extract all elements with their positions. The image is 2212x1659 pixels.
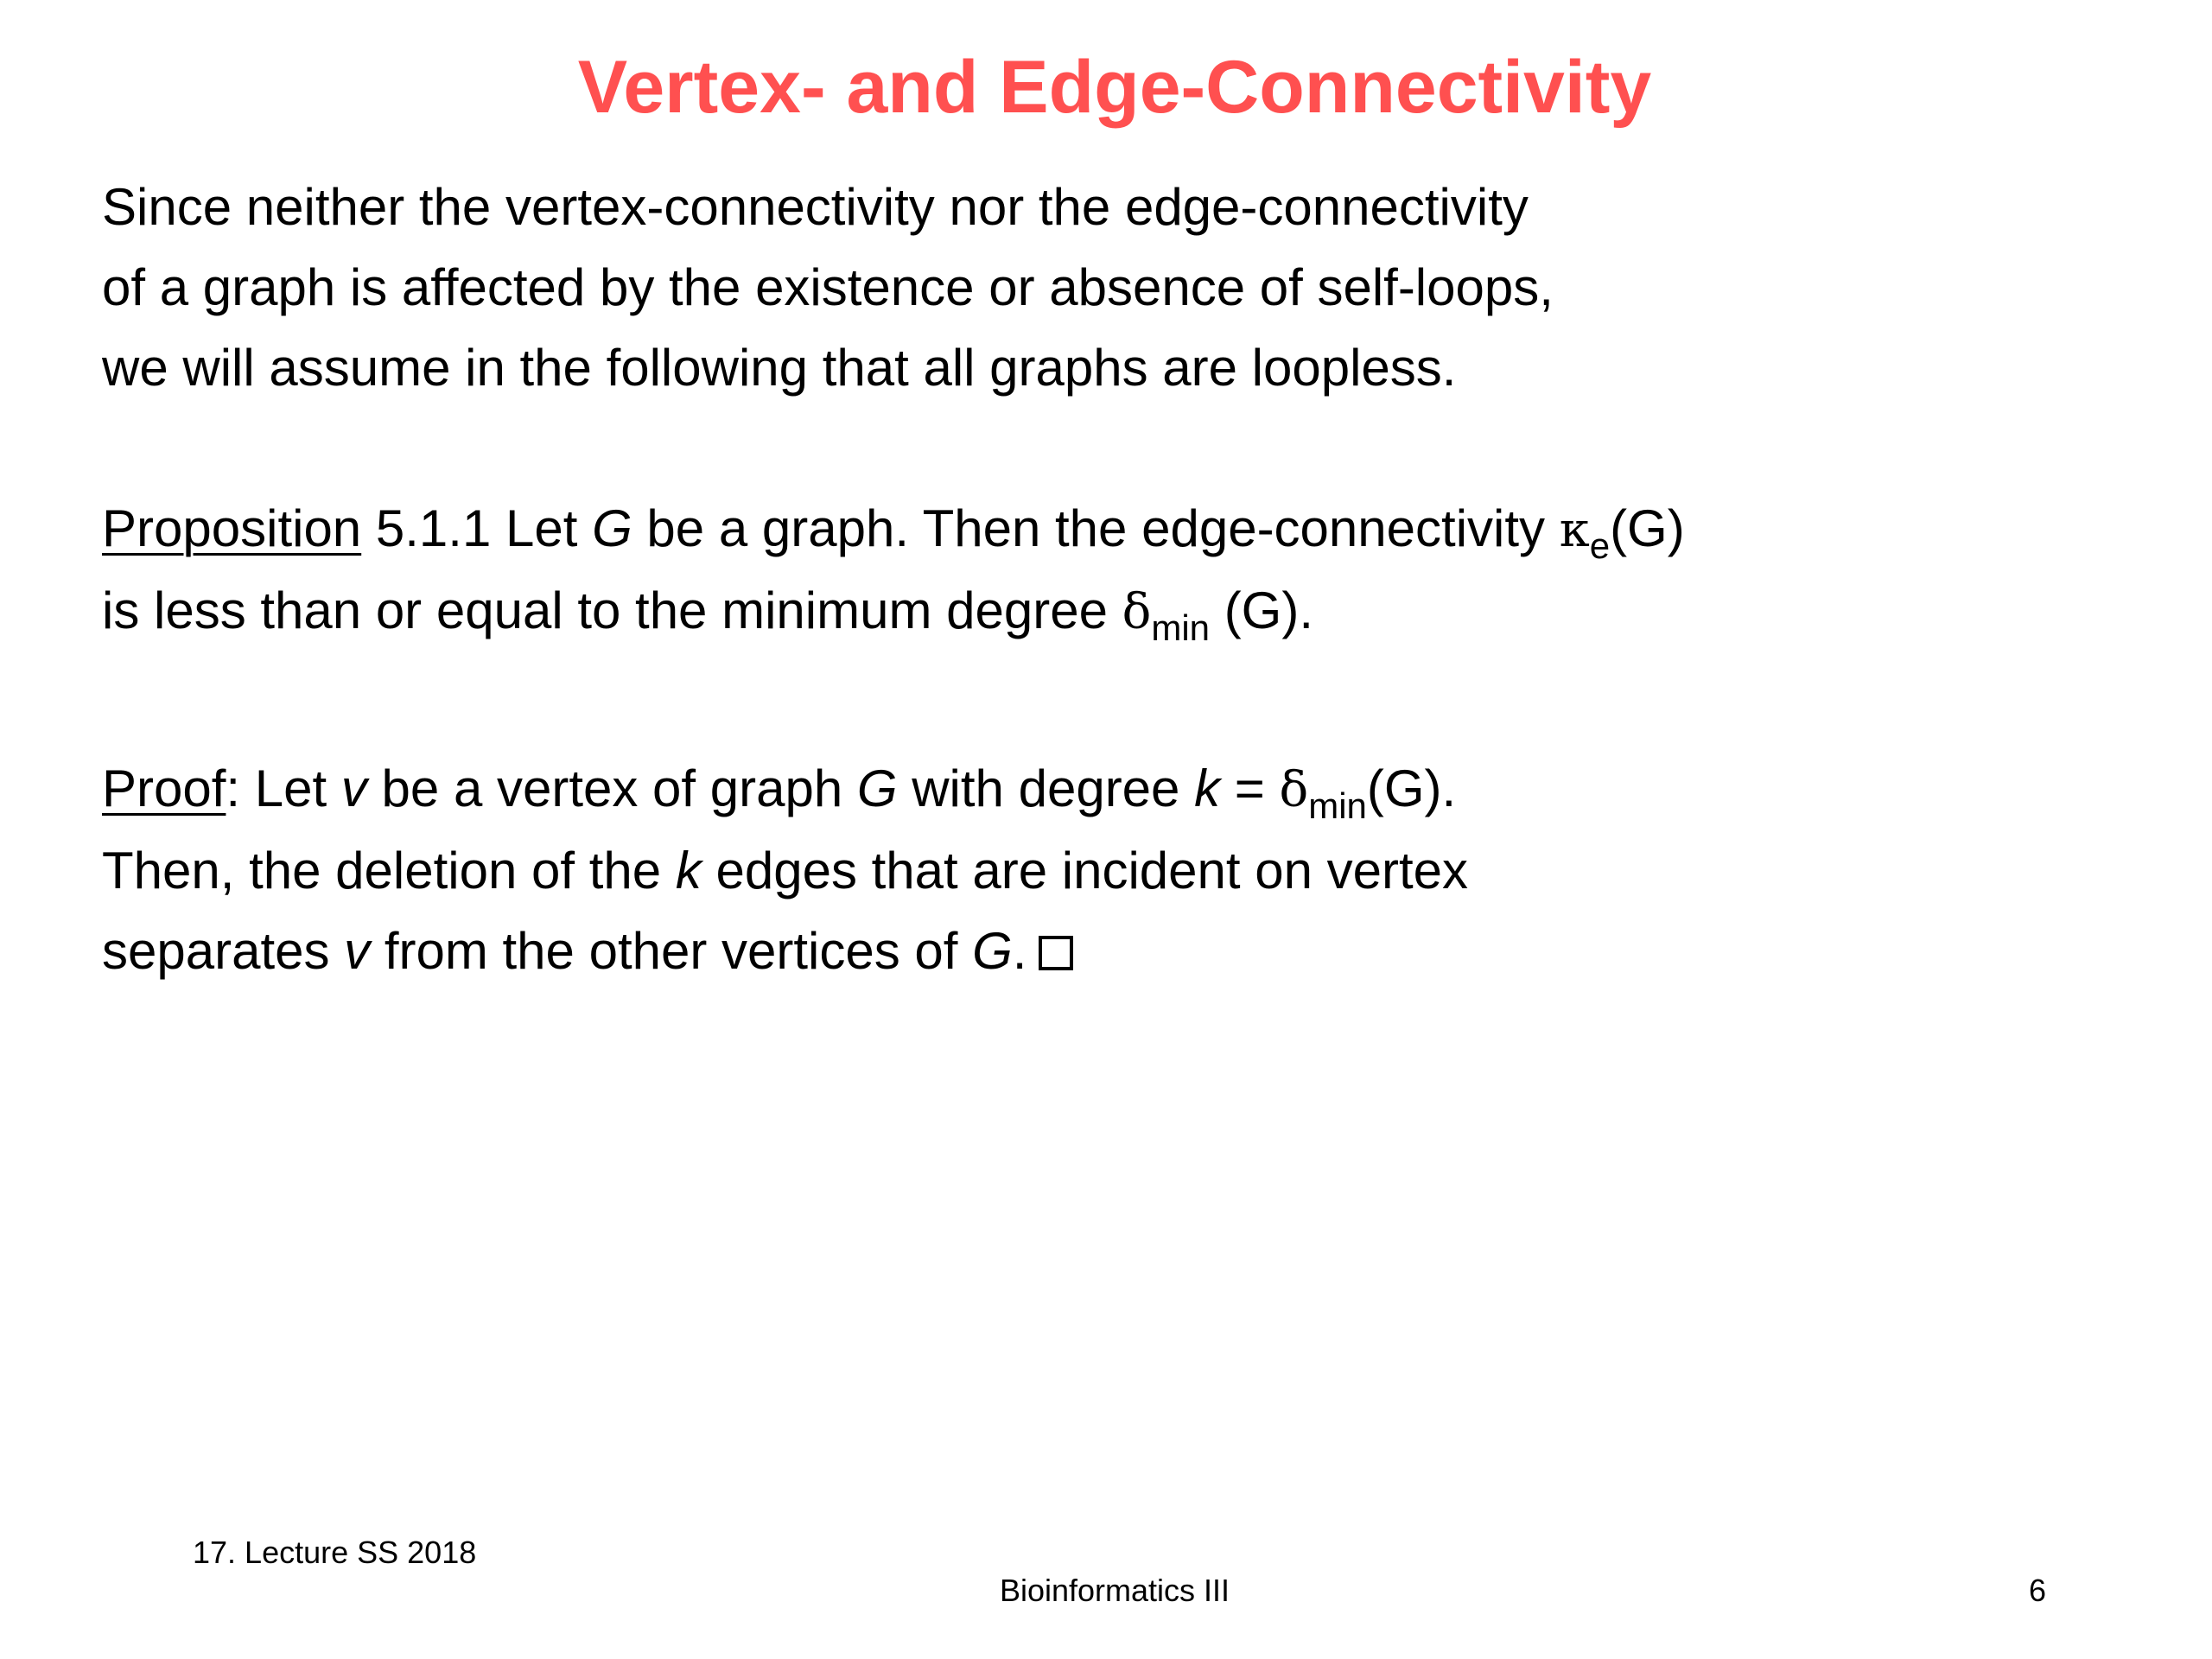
text: Let — [254, 760, 327, 817]
proof-line-1 — [102, 748, 2089, 830]
page-number: 6 — [2028, 1573, 2046, 1608]
proof-paragraph — [102, 748, 2089, 991]
proof-line-3 — [102, 911, 2089, 991]
var-v: v — [340, 760, 367, 817]
slide-title: Vertex- and Edge-Connectivity — [577, 46, 1652, 129]
var-G: G — [856, 760, 898, 817]
text: (G) — [1610, 499, 1685, 557]
text: is less than or equal to the minimum degree — [102, 582, 1108, 639]
text: separates — [102, 922, 330, 980]
kappa-subscript: e — [1589, 525, 1611, 566]
var-k: k — [675, 842, 702, 899]
delta-subscript: min — [1151, 607, 1211, 648]
var-k: k — [1194, 760, 1221, 817]
footer-lecture: 17. Lecture SS 2018 — [193, 1535, 477, 1570]
proof-line-2 — [102, 830, 2089, 911]
text: (G). — [1366, 760, 1457, 817]
text: be a graph. Then the edge-connectivity — [646, 499, 1546, 557]
intro-line: we will assume in the following that all graphs are loopless. — [102, 339, 1457, 397]
delta-subscript: min — [1308, 785, 1367, 826]
intro-paragraph — [102, 167, 2089, 408]
var-v: v — [344, 922, 371, 980]
delta-symbol: δ — [1279, 762, 1309, 818]
text: be a vertex of graph — [381, 760, 843, 817]
text: (G). — [1224, 582, 1313, 639]
proposition-paragraph — [102, 488, 2089, 652]
proposition-number: 5.1.1 — [375, 499, 492, 557]
intro-line: Since neither the vertex-connectivity nor the edge-connectivity — [102, 178, 1529, 236]
footer-course: Bioinformatics III — [999, 1573, 1230, 1608]
text: = — [1234, 760, 1265, 817]
text: Let — [505, 499, 578, 557]
proposition-line-2 — [102, 570, 2089, 652]
qed-box-icon — [1039, 936, 1073, 970]
var-G: G — [972, 922, 1013, 980]
var-G: G — [592, 499, 632, 557]
text: . — [1012, 922, 1027, 980]
text: : — [226, 760, 241, 817]
text: Then, the deletion of the — [102, 842, 662, 899]
text: from the other vertices of — [384, 922, 958, 980]
intro-line: of a graph is affected by the existence or absence of self-loops, — [102, 258, 1554, 316]
kappa-symbol: κ — [1559, 502, 1590, 558]
proposition-line-1 — [102, 488, 2089, 570]
text: edges that are incident on vertex — [715, 842, 1469, 899]
text: with degree — [912, 760, 1180, 817]
proof-label: Proof — [102, 760, 226, 817]
delta-symbol: δ — [1122, 584, 1152, 640]
proposition-label: Proposition — [102, 499, 362, 557]
